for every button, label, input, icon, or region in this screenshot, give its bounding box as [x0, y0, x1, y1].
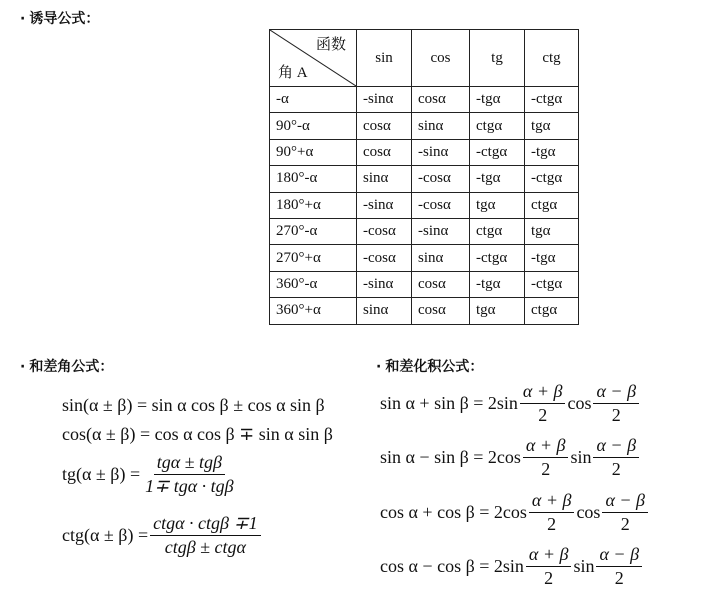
- table-cell: -ctgα: [525, 87, 579, 113]
- formula-lhs: cos α − cos β = 2sin: [380, 555, 524, 576]
- bullet: ·: [20, 11, 26, 27]
- header-function-label: 函数: [315, 37, 346, 53]
- formula-lhs: sin α − sin β = 2cos: [380, 446, 521, 467]
- formula-cos-plus-cos: [380, 490, 650, 534]
- fraction: [593, 381, 639, 425]
- fraction-denominator: 2: [547, 513, 557, 534]
- table-row: [270, 166, 579, 192]
- table-cell: ctgα: [525, 298, 579, 324]
- fraction: [596, 544, 642, 588]
- induction-formula-table: [269, 29, 579, 325]
- table-cell: sinα: [412, 113, 470, 139]
- heading-text: 和差化积公式：: [385, 359, 484, 375]
- formula-mid: cos: [576, 501, 601, 522]
- table-cell: cosα: [412, 298, 470, 324]
- fraction: [150, 513, 260, 557]
- formula-sin-minus-sin: [380, 435, 641, 479]
- formula-ctg-sum-difference: [62, 513, 263, 557]
- table-row: [270, 245, 579, 271]
- fraction: [523, 435, 569, 479]
- formula-cos-sum-difference: cos(α ± β) = cos α cos β ∓ sin α sin β: [62, 424, 333, 444]
- formula-sin-sum-difference: sin(α ± β) = sin α cos β ± cos α sin β: [62, 395, 325, 415]
- heading-text: 诱导公式：: [29, 11, 100, 27]
- fraction-numerator: tgα ± tgβ: [154, 452, 225, 475]
- fraction-denominator: 2: [614, 567, 624, 588]
- table-row: [270, 271, 579, 297]
- table-cell: -tgα: [470, 87, 525, 113]
- table-cell: 180°+α: [270, 192, 357, 218]
- column-header-tg: tg: [470, 30, 525, 87]
- table-cell: cosα: [412, 87, 470, 113]
- table-cell: 90°+α: [270, 139, 357, 165]
- fraction-numerator: ctgα · ctgβ ∓1: [150, 513, 260, 536]
- heading-sum-difference-formulas: [20, 356, 113, 376]
- table-cell: sinα: [357, 298, 412, 324]
- table-header-row: [270, 30, 579, 87]
- fraction-denominator: ctgβ ± ctgα: [164, 536, 246, 557]
- heading-induction-formulas: [20, 8, 99, 28]
- table-cell: -sinα: [412, 218, 470, 244]
- formula-mid: sin: [573, 555, 595, 576]
- formula-lhs: cos α + cos β = 2cos: [380, 501, 527, 522]
- table-cell: -cosα: [357, 218, 412, 244]
- table-cell: -sinα: [357, 192, 412, 218]
- table-cell: 90°-α: [270, 113, 357, 139]
- table-cell: ctgα: [470, 218, 525, 244]
- fraction: [526, 544, 572, 588]
- table-cell: sinα: [357, 166, 412, 192]
- table-cell: -α: [270, 87, 357, 113]
- table-cell: -tgα: [525, 139, 579, 165]
- fraction-numerator: α − β: [593, 381, 639, 404]
- fraction: [602, 490, 648, 534]
- formula-mid: sin: [570, 446, 592, 467]
- table-cell: -sinα: [357, 271, 412, 297]
- table-cell: -tgα: [470, 166, 525, 192]
- fraction: [593, 435, 639, 479]
- formula-lhs: sin α + sin β = 2sin: [380, 392, 518, 413]
- table-cell: ctgα: [470, 113, 525, 139]
- table-cell: -cosα: [412, 166, 470, 192]
- table-cell: -ctgα: [470, 245, 525, 271]
- table-cell: 360°+α: [270, 298, 357, 324]
- table-cell: tgα: [525, 113, 579, 139]
- fraction: [142, 452, 237, 496]
- fraction-denominator: 2: [611, 404, 621, 425]
- fraction-denominator: 2: [611, 458, 621, 479]
- fraction-numerator: α − β: [602, 490, 648, 513]
- fraction: [520, 381, 566, 425]
- fraction-numerator: α + β: [526, 544, 572, 567]
- table-cell: 270°-α: [270, 218, 357, 244]
- table-row: [270, 113, 579, 139]
- formula-lhs: ctg(α ± β) =: [62, 524, 149, 545]
- table-row: [270, 139, 579, 165]
- fraction-denominator: 2: [541, 458, 551, 479]
- column-header-ctg: ctg: [525, 30, 579, 87]
- table-cell: -cosα: [412, 192, 470, 218]
- table-cell: tgα: [525, 218, 579, 244]
- table-cell: 180°-α: [270, 166, 357, 192]
- table-row: [270, 218, 579, 244]
- table-cell: tgα: [470, 298, 525, 324]
- fraction-denominator: 2: [544, 567, 554, 588]
- table-cell: 270°+α: [270, 245, 357, 271]
- formula-lhs: tg(α ± β) =: [62, 463, 141, 484]
- table-cell: sinα: [412, 245, 470, 271]
- table-cell: -ctgα: [525, 271, 579, 297]
- header-angle-label: 角 A: [278, 65, 308, 81]
- table-row: [270, 298, 579, 324]
- table-cell: -ctgα: [525, 166, 579, 192]
- column-header-cos: cos: [412, 30, 470, 87]
- diagonal-header-cell: [270, 30, 357, 87]
- formula-cos-minus-cos: [380, 544, 644, 588]
- table-cell: -cosα: [357, 245, 412, 271]
- fraction: [529, 490, 575, 534]
- formula-sin-plus-sin: [380, 381, 641, 425]
- fraction-denominator: 1∓ tgα · tgβ: [145, 475, 234, 496]
- fraction-numerator: α + β: [520, 381, 566, 404]
- table-row: [270, 87, 579, 113]
- fraction-numerator: α − β: [593, 435, 639, 458]
- bullet: ·: [376, 359, 382, 375]
- table-cell: -tgα: [525, 245, 579, 271]
- heading-text: 和差角公式：: [29, 359, 114, 375]
- fraction-numerator: α − β: [596, 544, 642, 567]
- column-header-sin: sin: [357, 30, 412, 87]
- formula-mid: cos: [567, 392, 592, 413]
- table-cell: -ctgα: [470, 139, 525, 165]
- table-cell: cosα: [412, 271, 470, 297]
- heading-sum-to-product-formulas: [376, 356, 483, 376]
- fraction-numerator: α + β: [529, 490, 575, 513]
- table-cell: cosα: [357, 139, 412, 165]
- formula-tg-sum-difference: [62, 452, 239, 496]
- table-cell: cosα: [357, 113, 412, 139]
- table-cell: -sinα: [357, 87, 412, 113]
- table-row: [270, 192, 579, 218]
- bullet: ·: [20, 359, 26, 375]
- table-cell: -tgα: [470, 271, 525, 297]
- table-cell: tgα: [470, 192, 525, 218]
- fraction-denominator: 2: [620, 513, 630, 534]
- table-cell: -sinα: [412, 139, 470, 165]
- fraction-denominator: 2: [538, 404, 548, 425]
- table-cell: 360°-α: [270, 271, 357, 297]
- table-cell: ctgα: [525, 192, 579, 218]
- fraction-numerator: α + β: [523, 435, 569, 458]
